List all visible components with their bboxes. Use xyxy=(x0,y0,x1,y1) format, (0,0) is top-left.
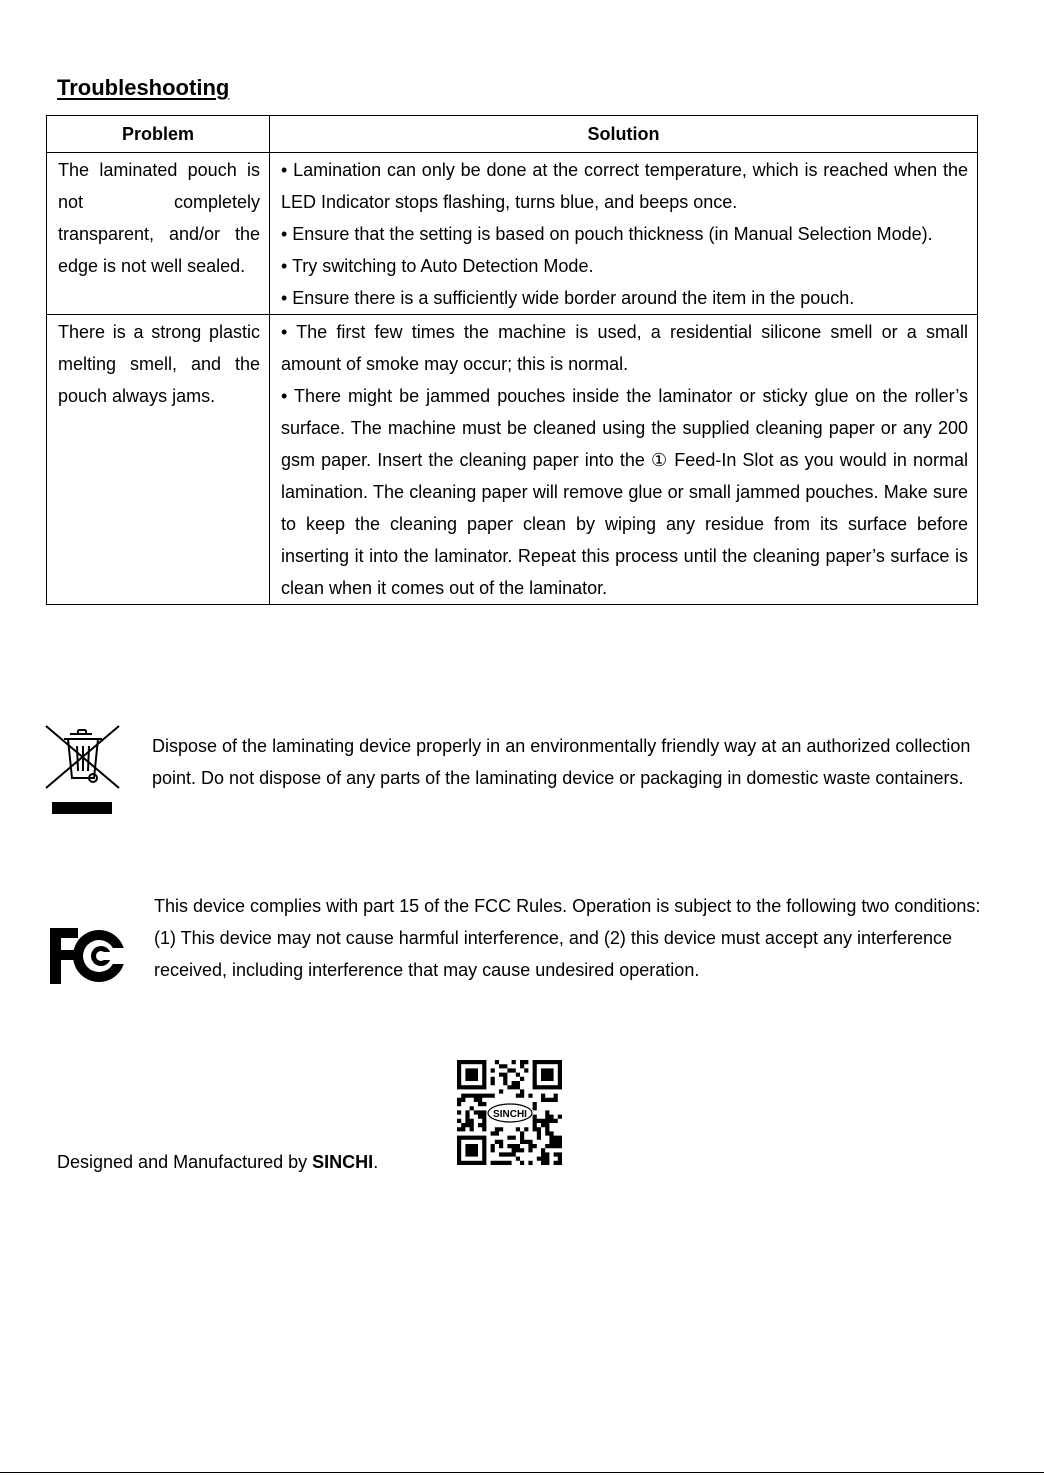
manufacturer-prefix: Designed and Manufactured by xyxy=(57,1152,313,1172)
page-bottom-rule xyxy=(0,1472,1044,1473)
solution-cell xyxy=(270,315,978,605)
manufacturer-line xyxy=(57,1146,378,1178)
solution-cell xyxy=(270,153,978,315)
troubleshooting-table xyxy=(46,115,978,605)
table-header-row xyxy=(47,116,978,153)
disposal-note: Dispose of the laminating device properly in an environmentally friendly way at an authorized collection point. Do not dispose of any parts of the laminating device or packaging in domestic waste containers. xyxy=(152,736,971,788)
solution-item: • Lamination can only be done at the correct temperature, which is reached when the LED Indicator stops flashing, turns blue, and beeps once. xyxy=(281,160,968,212)
table-row xyxy=(47,315,978,605)
qr-code-icon[interactable] xyxy=(455,1058,565,1173)
solution-item: • There might be jammed pouches inside the laminator or sticky glue on the roller’s surface. The machine must be cleaned using the supplied cleaning paper or any 200 gsm paper. Insert the cleaning paper into the ① Feed-In Slot as you would in normal lamination. The cleaning paper will remove glue or small jammed pouches. Make sure to keep the cleaning paper clean by wiping any residue from its surface before inserting it into the laminator. Repeat this process until the cleaning paper’s surface is clean when it comes out of the laminator. xyxy=(281,386,968,598)
page-title: Troubleshooting xyxy=(57,75,230,100)
fcc-conditions-text: (1) This device may not cause harmful interference, and (2) this device must accept any interference received, including interference that may cause undesired operation. xyxy=(154,928,953,980)
problem-cell: There is a strong plastic melting smell, and the pouch always jams. xyxy=(47,315,270,605)
problem-cell: The laminated pouch is not completely transparent, and/or the edge is not well sealed. xyxy=(47,153,270,315)
solution-item: • The first few times the machine is used, a residential silicone smell or a small amount of smoke may occur; this is normal. xyxy=(281,322,968,374)
solution-item: • Ensure there is a sufficiently wide border around the item in the pouch. xyxy=(281,288,855,308)
brand-name: SINCHI xyxy=(312,1152,374,1172)
fcc-compliance-text: This device complies with part 15 of the FCC Rules. Operation is subject to the following two conditions: xyxy=(154,896,981,916)
solution-item: • Try switching to Auto Detection Mode. xyxy=(281,256,594,276)
fcc-statement xyxy=(154,890,984,986)
svg-text:SINCHI: SINCHI xyxy=(493,1109,527,1120)
manufacturer-suffix: . xyxy=(373,1152,379,1172)
problem-column-header: Problem xyxy=(47,116,270,153)
solution-item: • Ensure that the setting is based on pouch thickness (in Manual Selection Mode). xyxy=(281,224,933,244)
table-row xyxy=(47,153,978,315)
fcc-logo xyxy=(48,926,128,991)
solution-column-header: Solution xyxy=(270,116,978,153)
weee-crossed-bin-icon xyxy=(44,724,122,823)
